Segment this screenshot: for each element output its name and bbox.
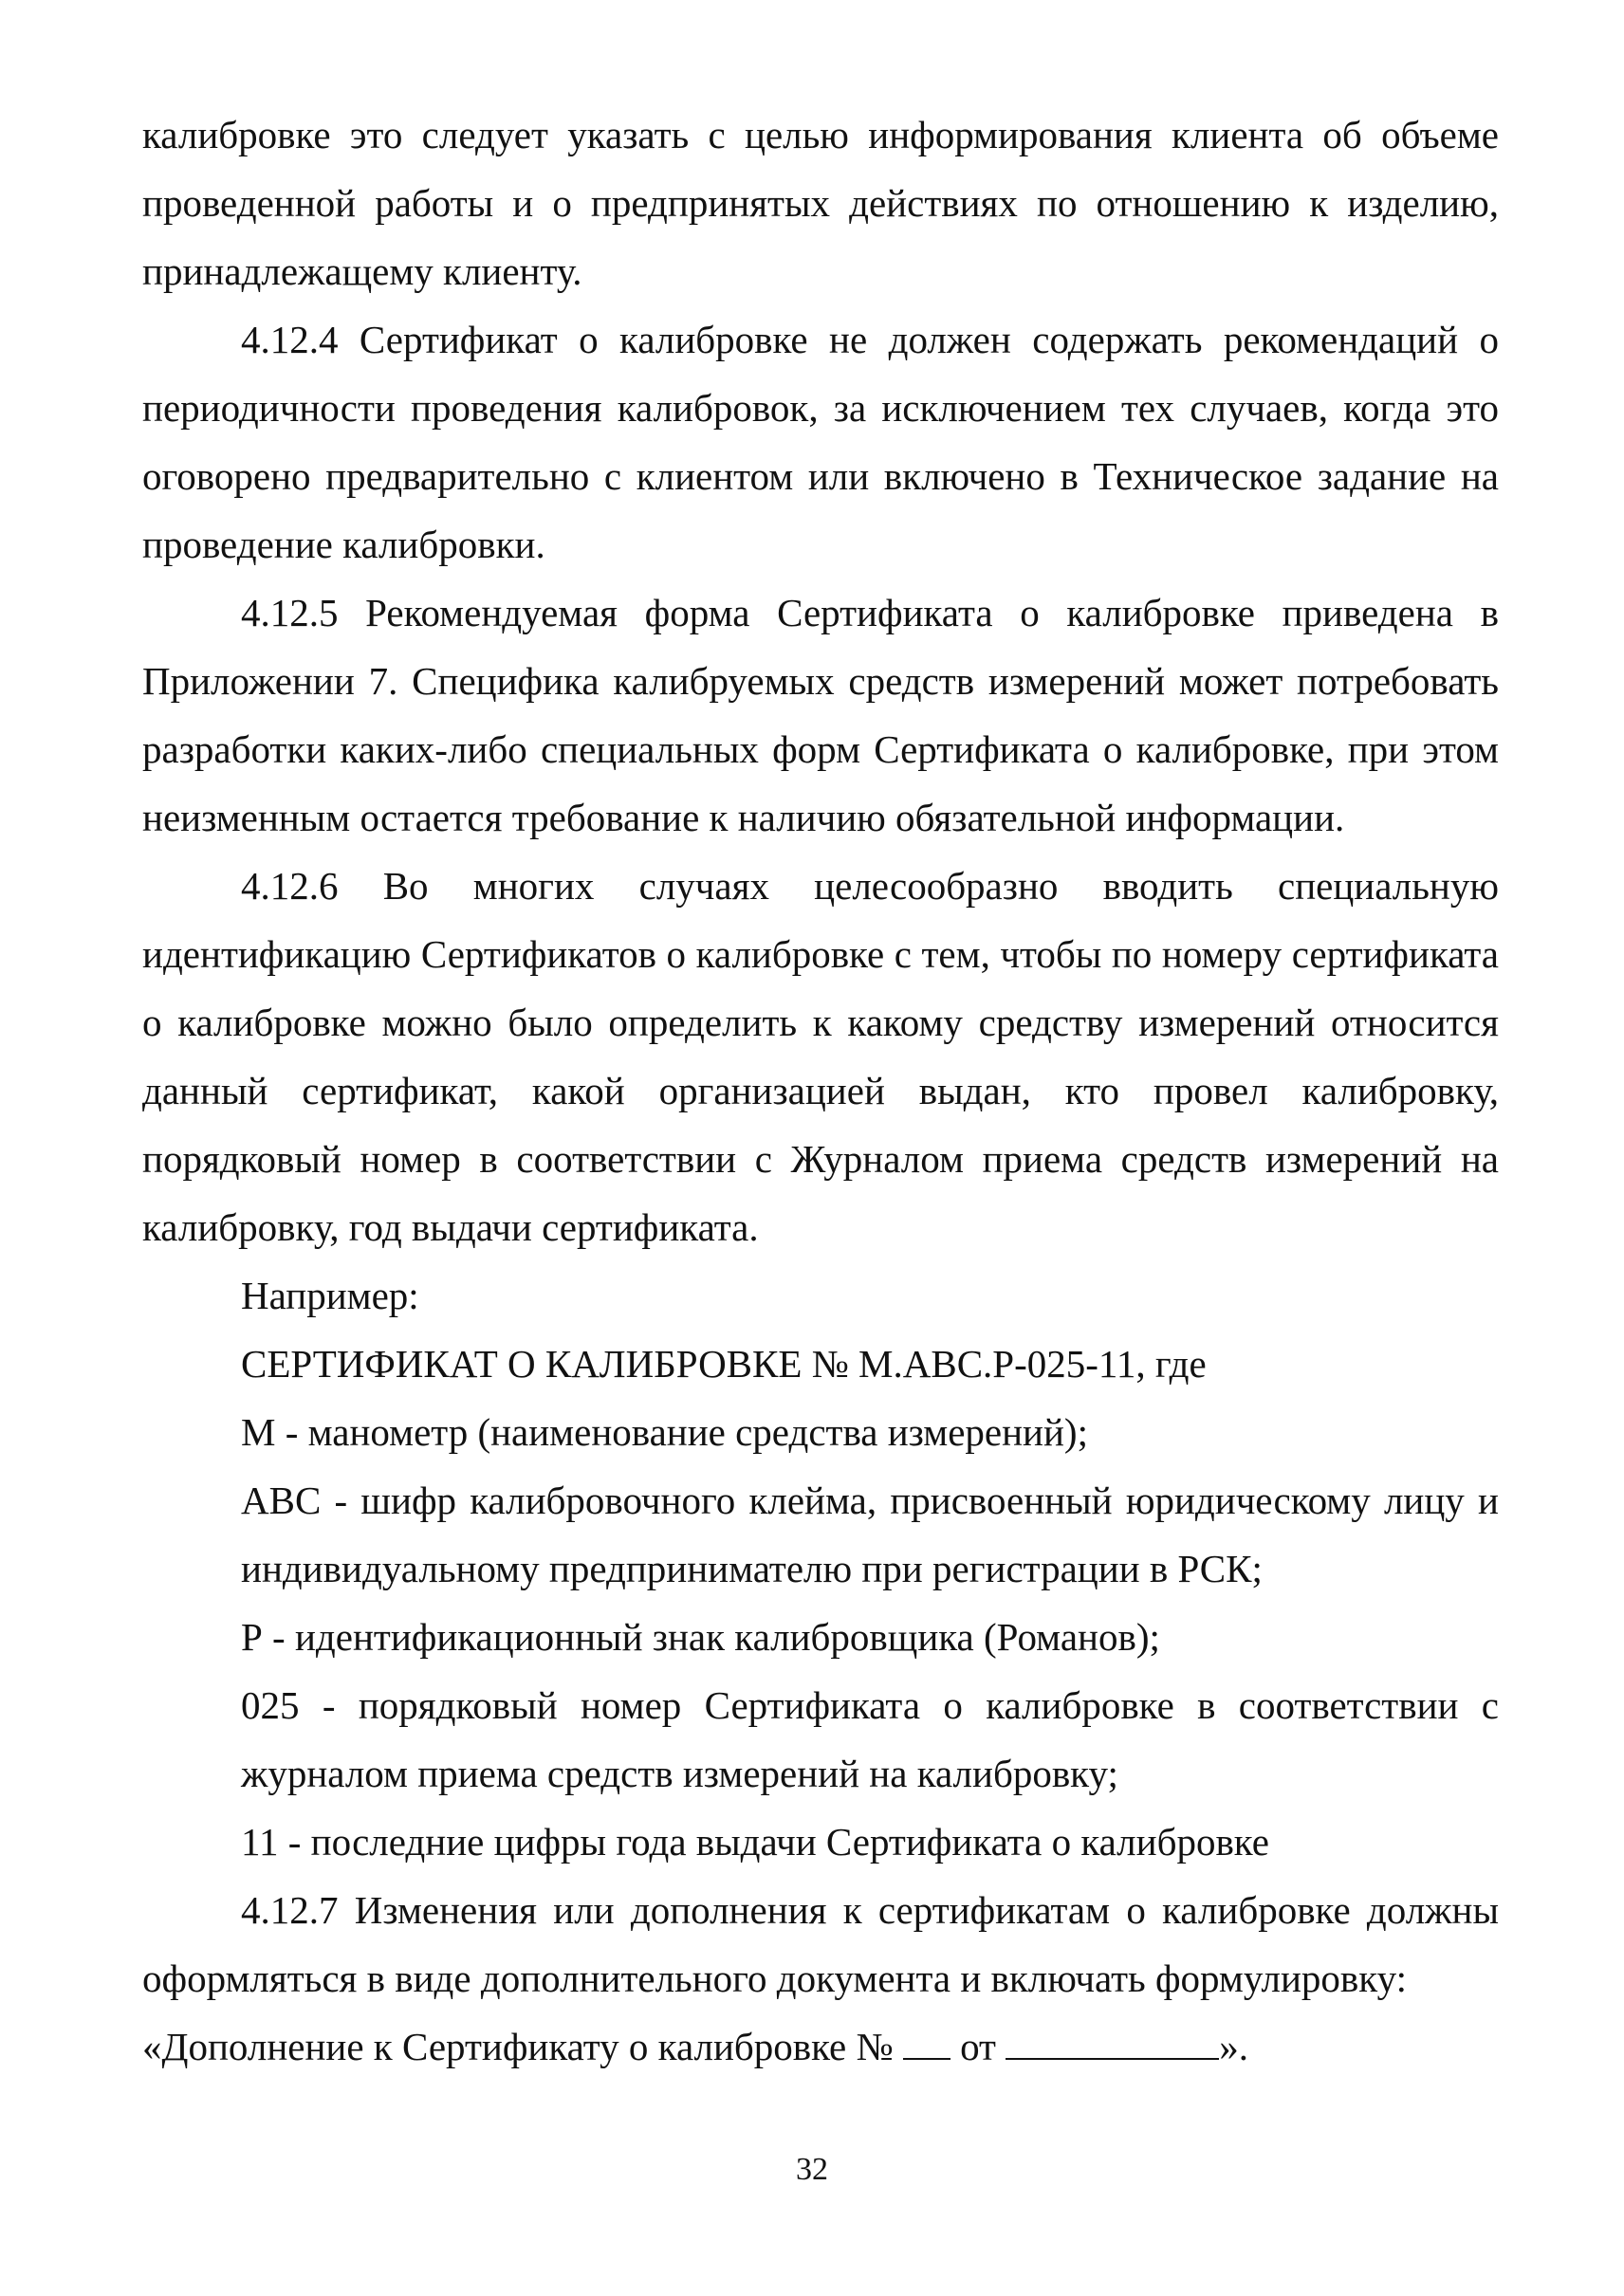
page-body <box>142 101 1499 2081</box>
example-item-abc: АВС - шифр калибровочного клейма, присвоенный юридическому лицу и индивидуальному предпринимателю при регистрации в РСК; <box>241 1479 1499 1590</box>
example-item-11: 11 - последние цифры года выдачи Сертификата о калибровке <box>241 1820 1269 1864</box>
paragraph-4-12-7: 4.12.7 Изменения или дополнения к сертификатам о калибровке должны оформляться в виде дополнительного документа и включать формулировку: <box>142 1888 1499 2000</box>
paragraph-4-12-6: 4.12.6 Во многих случаях целесообразно вводить специальную идентификацию Сертификатов о калибровке с тем, чтобы по номеру сертификата о калибровке можно было определить к какому средству измерений относится данный сертификат, какой организацией выдан, кто провел калибровку, порядковый номер в соответствии с Журналом приема средств измерений на калибровку, год выдачи сертификата. <box>142 864 1499 1249</box>
certificate-date-blank <box>1006 2030 1219 2060</box>
paragraph-4-12-4: 4.12.4 Сертификат о калибровке не должен содержать рекомендаций о периодичности проведения калибровок, за исключением тех случаев, когда это оговорено предварительно с клиентом или включено в Техническое задание на проведение калибровки. <box>142 318 1499 566</box>
certificate-number-blank <box>903 2030 950 2060</box>
formula-end: ». <box>1219 2025 1248 2068</box>
amendment-formula <box>142 2012 1499 2081</box>
example-item-m: М - манометр (наименование средства измерений); <box>241 1410 1088 1454</box>
example-item-p: Р - идентификационный знак калибровщика (Романов); <box>241 1615 1160 1659</box>
paragraph-4-12-5: 4.12.5 Рекомендуемая форма Сертификата о калибровке приведена в Приложении 7. Специфика калибруемых средств измерений может потребовать разработки каких-либо специальных форм Сертификата о калибровке, при этом неизменным остается требование к наличию обязательной информации. <box>142 591 1499 839</box>
example-item-025: 025 - порядковый номер Сертификата о калибровке в соответствии с журналом приема средств измерений на калибровку; <box>241 1683 1499 1795</box>
example-intro: Например: <box>241 1274 419 1317</box>
formula-start: «Дополнение к Сертификату о калибровке № <box>142 2025 894 2068</box>
formula-from: от <box>960 2025 996 2068</box>
page-number: 32 <box>796 2152 828 2187</box>
paragraph-continuation: калибровке это следует указать с целью информирования клиента об объеме проведенной работы и о предпринятых действиях по отношению к изделию, принадлежащему клиенту. <box>142 113 1499 293</box>
example-certificate-heading: СЕРТИФИКАТ О КАЛИБРОВКЕ № М.АВС.Р-025-11, где <box>241 1342 1207 1386</box>
